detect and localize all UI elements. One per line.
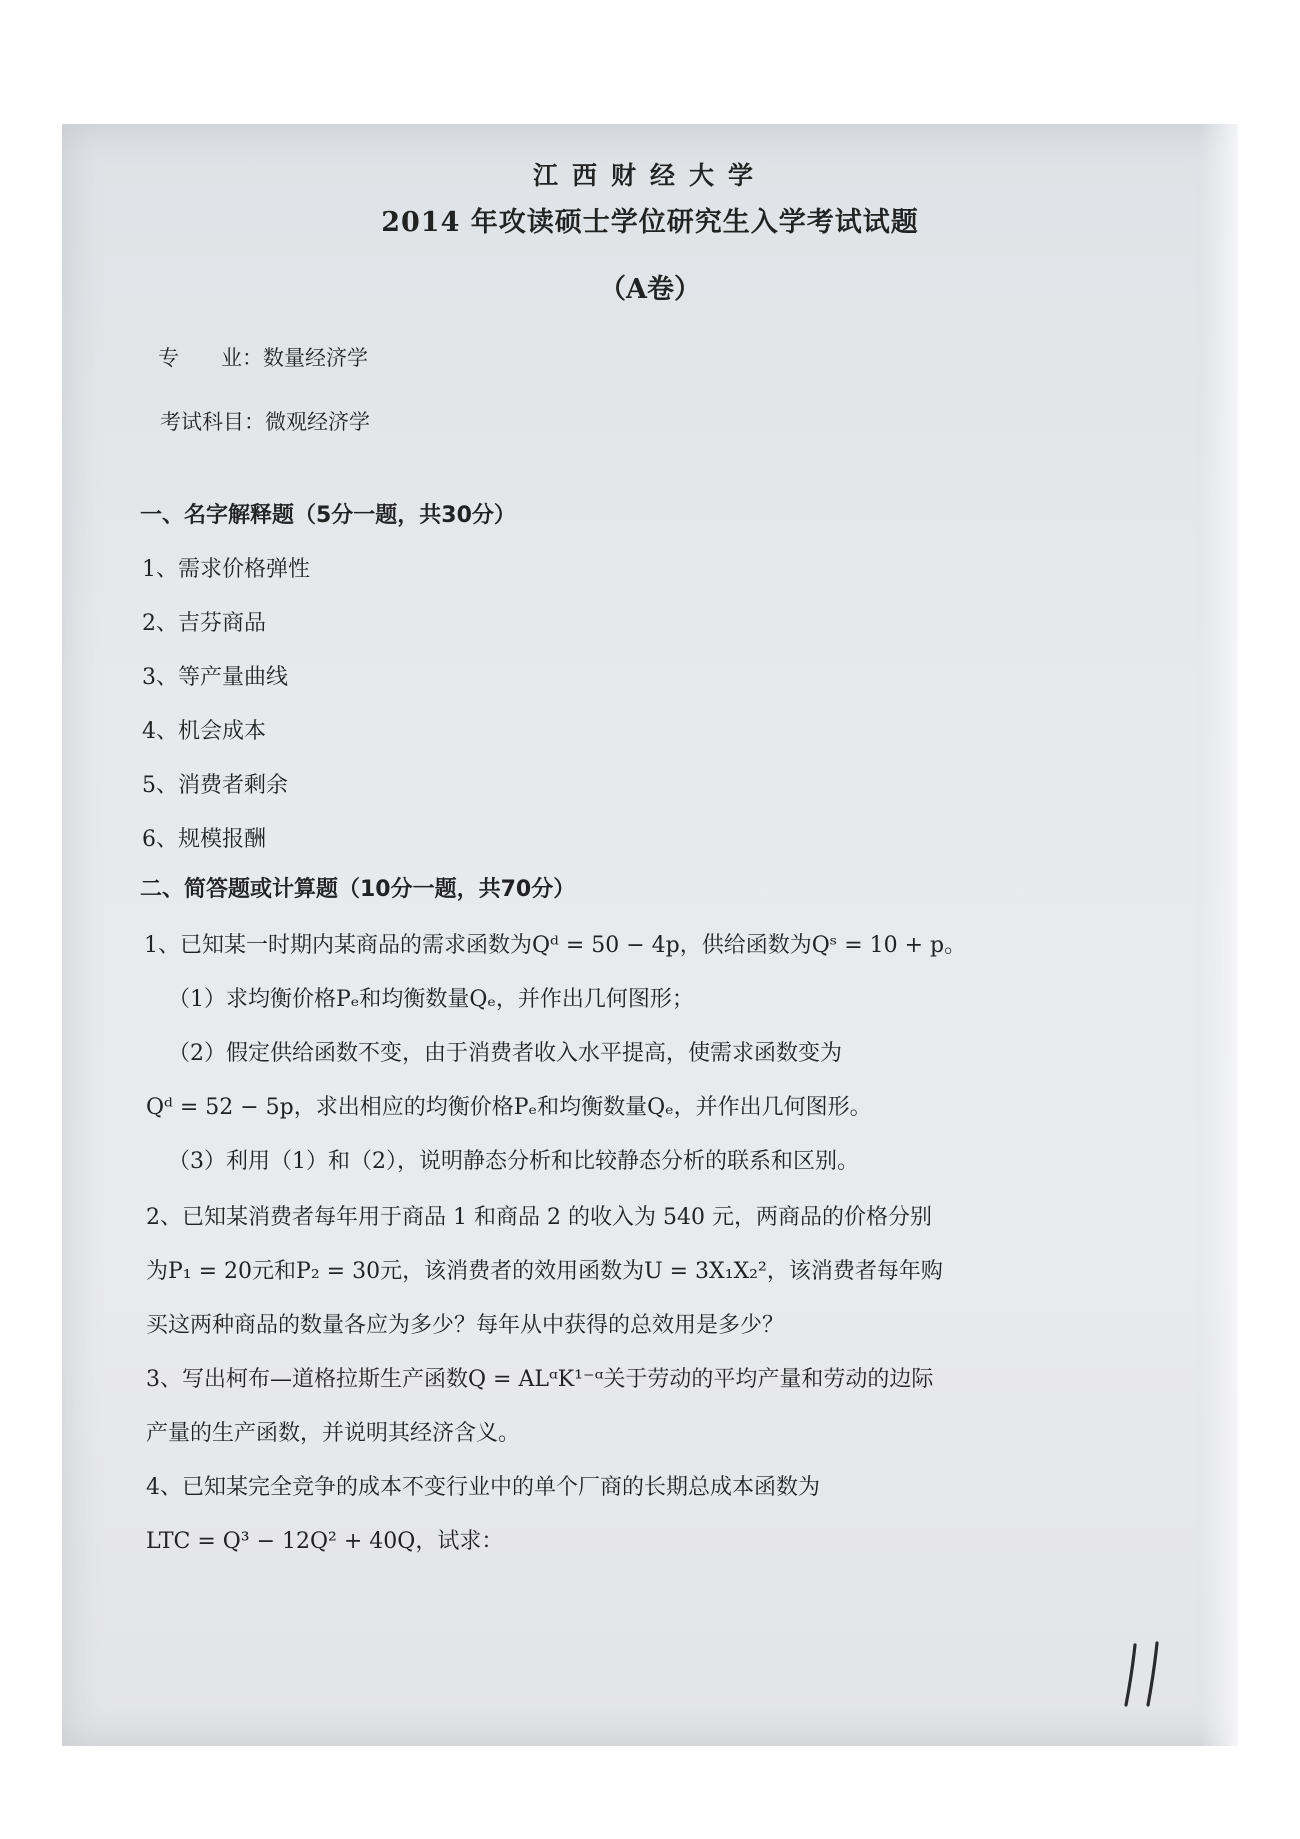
subject-value: 微观经济学 — [265, 410, 370, 434]
question-line: 2、已知某消费者每年用于商品 1 和商品 2 的收入为 540 元，两商品的价格分别 — [146, 1205, 932, 1230]
exam-title: 2014 年攻读硕士学位研究生入学考试试题 — [381, 207, 919, 238]
question-line: （3）利用（1）和（2），说明静态分析和比较静态分析的联系和区别。 — [168, 1149, 859, 1174]
question-line: （2）假定供给函数不变，由于消费者收入水平提高，使需求函数变为 — [168, 1041, 842, 1066]
question-line: 1、已知某一时期内某商品的需求函数为Qᵈ = 50 − 4p，供给函数为Qˢ = 10 + p。 — [144, 933, 967, 958]
question-line: LTC = Q³ − 12Q² + 40Q，试求： — [146, 1529, 504, 1554]
term-item: 4、机会成本 — [142, 719, 266, 744]
question-line: Qᵈ = 52 − 5p，求出相应的均衡价格Pₑ和均衡数量Qₑ，并作出几何图形。 — [146, 1095, 872, 1120]
paper-version: （A卷） — [599, 274, 701, 305]
term-item: 2、吉芬商品 — [142, 611, 266, 636]
term-item: 5、消费者剩余 — [142, 773, 288, 798]
subject-label: 考试科目： — [160, 410, 265, 434]
question-line: （1）求均衡价格Pₑ和均衡数量Qₑ，并作出几何图形； — [168, 987, 694, 1012]
question-line: 为P₁ = 20元和P₂ = 30元，该消费者的效用函数为U = 3X₁X₂²，该消费者每年购 — [146, 1259, 943, 1284]
handwritten-page-number — [1117, 1639, 1177, 1709]
major-row — [158, 342, 368, 372]
question-line: 4、已知某完全竞争的成本不变行业中的单个厂商的长期总成本函数为 — [146, 1475, 820, 1500]
question-line: 3、写出柯布—道格拉斯生产函数Q = ALᵅK¹⁻ᵅ关于劳动的平均产量和劳动的边际 — [146, 1367, 934, 1392]
school-name: 江西财经大学 — [532, 161, 767, 190]
exam-paper-sheet — [62, 124, 1238, 1746]
term-item: 6、规模报酬 — [142, 827, 266, 852]
question-line: 产量的生产函数，并说明其经济含义。 — [146, 1421, 521, 1446]
paper-edge — [1200, 124, 1238, 1746]
question-line: 买这两种商品的数量各应为多少？每年从中获得的总效用是多少？ — [146, 1313, 785, 1338]
section1-title: 一、名字解释题（5分一题，共30分） — [140, 503, 516, 528]
section2-title: 二、简答题或计算题（10分一题，共70分） — [140, 877, 576, 902]
major-value: 数量经济学 — [263, 346, 368, 370]
subject-row — [160, 406, 370, 436]
term-item: 3、等产量曲线 — [142, 665, 288, 690]
major-label: 专 业： — [158, 346, 263, 370]
term-item: 1、需求价格弹性 — [142, 557, 310, 582]
